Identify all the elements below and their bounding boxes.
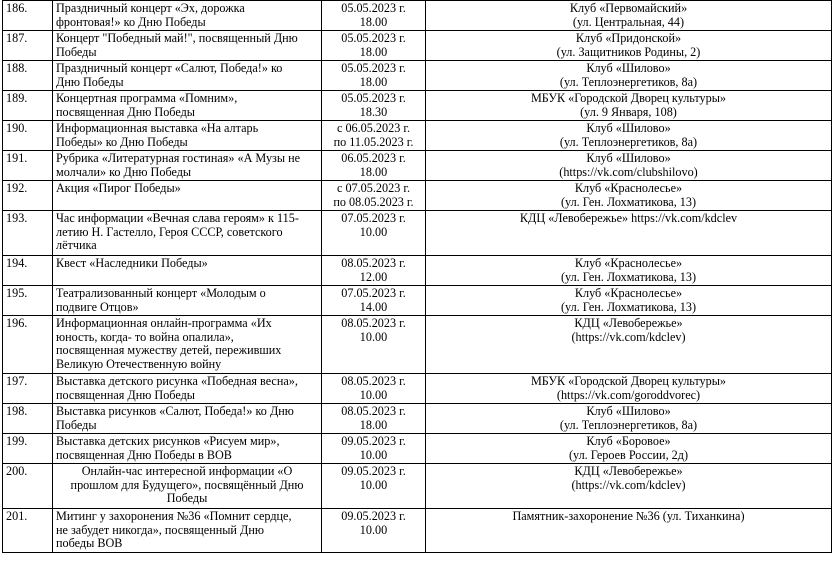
event-name-cell-line: юность, когда- то война опалила»,	[56, 329, 234, 344]
table-row	[3, 1, 832, 31]
event-name-cell-line: Информационная онлайн-программа «Их	[56, 316, 272, 330]
event-place-cell-line: Клуб «Шилово»	[586, 404, 671, 418]
event-place-cell-line: (https://vk.com/goroddvorec)	[556, 387, 701, 402]
event-name-cell-line: лётчика	[56, 238, 97, 252]
event-name-cell-line: посвященная Дню Победы	[56, 387, 195, 402]
event-name-cell-line: Концертная программа «Помним»,	[56, 91, 238, 105]
event-place-cell	[426, 509, 832, 553]
event-date-cell-line: 09.05.2023 г.	[341, 434, 406, 448]
table-row	[3, 121, 832, 151]
event-name-cell	[53, 181, 322, 211]
event-place-cell-line: (https://vk.com/kdclev)	[571, 329, 686, 344]
row-number-cell: 192.	[3, 181, 53, 211]
table-row	[3, 91, 832, 121]
event-date-cell	[322, 404, 426, 434]
event-date-cell	[322, 91, 426, 121]
table-row	[3, 211, 832, 256]
event-name-cell	[53, 286, 322, 316]
event-date-cell	[322, 434, 426, 464]
event-date-cell	[322, 211, 426, 256]
event-date-cell	[322, 509, 426, 553]
row-number-cell: 186.	[3, 1, 53, 31]
row-number-cell: 200.	[3, 464, 53, 509]
event-name-cell-line: победы ВОВ	[56, 536, 123, 550]
event-place-cell	[426, 374, 832, 404]
event-date-cell-line: 18.30	[359, 104, 388, 119]
events-table	[2, 0, 832, 553]
event-date-cell-line: по 11.05.2023 г.	[333, 134, 414, 149]
event-place-cell	[426, 181, 832, 211]
row-number-cell: 190.	[3, 121, 53, 151]
table-row	[3, 286, 832, 316]
event-date-cell-line: 05.05.2023 г.	[341, 1, 406, 15]
event-date-cell-line: 18.00	[359, 74, 388, 89]
event-date-cell-line: 18.00	[359, 44, 388, 59]
event-date-cell-line: 08.05.2023 г.	[341, 374, 406, 388]
event-name-cell-line: Великую Отечественную войну	[56, 356, 222, 371]
event-date-cell	[322, 181, 426, 211]
event-place-cell	[426, 211, 832, 256]
event-date-cell-line: 09.05.2023 г.	[341, 464, 406, 478]
event-name-cell	[53, 91, 322, 121]
event-date-cell	[322, 31, 426, 61]
event-name-cell	[53, 374, 322, 404]
event-place-cell-line: (ул. 9 Января, 108)	[580, 104, 677, 119]
table-row	[3, 316, 832, 374]
event-place-cell-line: (https://vk.com/clubshilovo)	[559, 164, 698, 179]
event-date-cell-line: 08.05.2023 г.	[341, 256, 406, 270]
row-number-cell: 193.	[3, 211, 53, 256]
event-name-cell-line: Онлайн-час интересной информации «О	[81, 464, 293, 478]
event-date-cell-line: 05.05.2023 г.	[341, 61, 406, 75]
row-number-cell: 189.	[3, 91, 53, 121]
row-number-cell: 196.	[3, 316, 53, 374]
event-name-cell	[53, 1, 322, 31]
row-number-cell: 187.	[3, 31, 53, 61]
event-name-cell-line: посвященная мужеству детей, переживших	[56, 343, 282, 357]
event-date-cell	[322, 374, 426, 404]
table-row	[3, 256, 832, 286]
event-place-cell	[426, 91, 832, 121]
event-place-cell-line: Клуб «Краснолесье»	[574, 286, 683, 300]
event-name-cell-line: Победы	[56, 417, 97, 432]
event-date-cell-line: 08.05.2023 г.	[341, 316, 406, 330]
event-name-cell	[53, 509, 322, 553]
event-name-cell	[53, 464, 322, 509]
event-date-cell-line: 10.00	[359, 447, 388, 462]
event-place-cell-line: (ул. Ген. Лохматикова, 13)	[560, 194, 697, 209]
event-place-cell-line: (https://vk.com/kdclev)	[571, 477, 686, 492]
event-date-cell-line: 07.05.2023 г.	[341, 211, 406, 225]
event-place-cell-line: Клуб «Придонской»	[575, 31, 682, 45]
event-date-cell-line: 10.00	[359, 477, 388, 492]
event-place-cell-line: (ул. Теплоэнергетиков, 8а)	[559, 417, 698, 432]
table-row	[3, 61, 832, 91]
event-place-cell	[426, 434, 832, 464]
event-place-cell-line: (ул. Ген. Лохматикова, 13)	[560, 299, 697, 314]
event-name-cell	[53, 316, 322, 374]
event-place-cell-line: (ул. Центральная, 44)	[572, 14, 685, 29]
event-name-cell	[53, 434, 322, 464]
event-name-cell-line: фронтовая!» ко Дню Победы	[56, 14, 206, 29]
event-name-cell-line: Квест «Наследники Победы»	[56, 256, 208, 270]
event-place-cell-line: КДЦ «Левобережье» https://vk.com/kdclev	[519, 211, 738, 225]
table-row	[3, 151, 832, 181]
event-place-cell-line: Клуб «Шилово»	[586, 61, 671, 75]
event-date-cell-line: 05.05.2023 г.	[341, 31, 406, 45]
row-number-cell: 199.	[3, 434, 53, 464]
event-date-cell-line: 10.00	[359, 522, 388, 537]
event-date-cell	[322, 464, 426, 509]
event-date-cell-line: 18.00	[359, 14, 388, 29]
event-date-cell-line: 08.05.2023 г.	[341, 404, 406, 418]
event-date-cell	[322, 1, 426, 31]
event-date-cell	[322, 256, 426, 286]
event-name-cell-line: Митинг у захоронения №36 «Помнит сердце,	[56, 509, 292, 523]
event-name-cell-line: Информационная выставка «На алтарь	[56, 121, 259, 135]
table-row	[3, 509, 832, 553]
event-name-cell-line: посвященная Дню Победы	[56, 104, 195, 119]
event-place-cell-line: (ул. Теплоэнергетиков, 8а)	[559, 134, 698, 149]
row-number-cell: 195.	[3, 286, 53, 316]
event-name-cell-line: Победы	[166, 491, 208, 505]
event-date-cell-line: 09.05.2023 г.	[341, 509, 406, 523]
event-date-cell-line: 10.00	[359, 387, 388, 402]
events-table-body	[3, 1, 832, 553]
event-date-cell-line: по 08.05.2023 г.	[333, 194, 414, 209]
event-date-cell-line: 10.00	[359, 329, 388, 344]
event-name-cell	[53, 211, 322, 256]
event-date-cell-line: 07.05.2023 г.	[341, 286, 406, 300]
event-place-cell-line: КДЦ «Левобережье»	[574, 464, 683, 478]
event-place-cell	[426, 256, 832, 286]
event-place-cell	[426, 464, 832, 509]
event-date-cell-line: 18.00	[359, 164, 388, 179]
event-name-cell-line: подвиге Отцов»	[56, 299, 139, 314]
event-date-cell-line: 14.00	[359, 299, 388, 314]
row-number-cell: 197.	[3, 374, 53, 404]
event-place-cell-line: Клуб «Боровое»	[586, 434, 671, 448]
event-place-cell-line: (ул. Защитников Родины, 2)	[556, 44, 701, 59]
event-name-cell	[53, 151, 322, 181]
event-place-cell	[426, 404, 832, 434]
event-date-cell-line: с 06.05.2023 г.	[336, 121, 411, 135]
table-row	[3, 181, 832, 211]
event-name-cell-line: Акция «Пирог Победы»	[56, 181, 181, 195]
event-date-cell-line: 18.00	[359, 417, 388, 432]
event-place-cell	[426, 121, 832, 151]
table-row	[3, 374, 832, 404]
table-row	[3, 434, 832, 464]
row-number-cell: 198.	[3, 404, 53, 434]
event-date-cell-line: 06.05.2023 г.	[341, 151, 406, 165]
event-name-cell-line: молчали» ко Дню Победы	[56, 164, 192, 179]
event-place-cell-line: Клуб «Шилово»	[586, 151, 671, 165]
row-number-cell: 201.	[3, 509, 53, 553]
event-place-cell-line: МБУК «Городской Дворец культуры»	[530, 374, 727, 388]
event-date-cell-line: 10.00	[359, 224, 388, 239]
event-name-cell-line: не забудет никогда», посвященный Дню	[56, 522, 264, 537]
event-place-cell	[426, 31, 832, 61]
row-number-cell: 191.	[3, 151, 53, 181]
event-name-cell-line: прошлом для Будущего», посвящённый Дню	[70, 477, 304, 492]
event-date-cell-line: 12.00	[359, 269, 388, 284]
event-name-cell-line: Театрализованный концерт «Молодым о	[56, 286, 266, 300]
event-place-cell-line: Клуб «Шилово»	[586, 121, 671, 135]
event-place-cell-line: (ул. Ген. Лохматикова, 13)	[560, 269, 697, 284]
event-place-cell-line: Клуб «Краснолесье»	[574, 256, 683, 270]
row-number-cell: 194.	[3, 256, 53, 286]
event-name-cell-line: Концерт "Победный май!", посвященный Дню	[56, 31, 298, 45]
event-place-cell-line: Памятник-захоронение №36 (ул. Тиханкина)	[512, 509, 745, 523]
event-place-cell-line: (ул. Теплоэнергетиков, 8а)	[559, 74, 698, 89]
event-place-cell-line: Клуб «Первомайский»	[569, 1, 688, 15]
event-place-cell	[426, 151, 832, 181]
event-name-cell-line: летию Н. Гастелло, Героя СССР, советского	[56, 224, 283, 239]
table-row	[3, 31, 832, 61]
event-place-cell	[426, 316, 832, 374]
event-date-cell-line: с 07.05.2023 г.	[336, 181, 411, 195]
event-name-cell-line: посвященная Дню Победы в ВОВ	[56, 447, 232, 462]
event-name-cell-line: Праздничный концерт «Салют, Победа!» ко	[56, 61, 283, 75]
event-name-cell	[53, 121, 322, 151]
event-date-cell	[322, 151, 426, 181]
event-name-cell-line: Выставка детского рисунка «Победная весна»,	[56, 374, 298, 388]
event-place-cell-line: МБУК «Городской Дворец культуры»	[530, 91, 727, 105]
table-row	[3, 404, 832, 434]
event-date-cell	[322, 286, 426, 316]
event-name-cell-line: Выставка рисунков «Салют, Победа!» ко Дню	[56, 404, 294, 418]
row-number-cell: 188.	[3, 61, 53, 91]
event-place-cell-line: КДЦ «Левобережье»	[574, 316, 683, 330]
event-date-cell	[322, 316, 426, 374]
event-name-cell-line: Дню Победы	[56, 74, 124, 89]
table-row	[3, 464, 832, 509]
event-name-cell-line: Час информации «Вечная слава героям» к 115-	[56, 211, 299, 225]
event-name-cell-line: Победы	[56, 44, 97, 59]
event-name-cell-line: Выставка детских рисунков «Рисуем мир»,	[56, 434, 280, 448]
event-name-cell	[53, 404, 322, 434]
event-place-cell	[426, 61, 832, 91]
event-place-cell	[426, 286, 832, 316]
event-place-cell-line: (ул. Героев России, 2д)	[568, 447, 689, 462]
event-date-cell-line: 05.05.2023 г.	[341, 91, 406, 105]
event-name-cell	[53, 256, 322, 286]
event-place-cell-line: Клуб «Краснолесье»	[574, 181, 683, 195]
event-place-cell	[426, 1, 832, 31]
event-name-cell	[53, 61, 322, 91]
event-name-cell-line: Праздничный концерт «Эх, дорожка	[56, 1, 245, 15]
event-name-cell-line: Рубрика «Литературная гостиная» «А Музы не	[56, 151, 301, 165]
event-name-cell-line: Победы» ко Дню Победы	[56, 134, 188, 149]
event-name-cell	[53, 31, 322, 61]
event-date-cell	[322, 61, 426, 91]
event-date-cell	[322, 121, 426, 151]
